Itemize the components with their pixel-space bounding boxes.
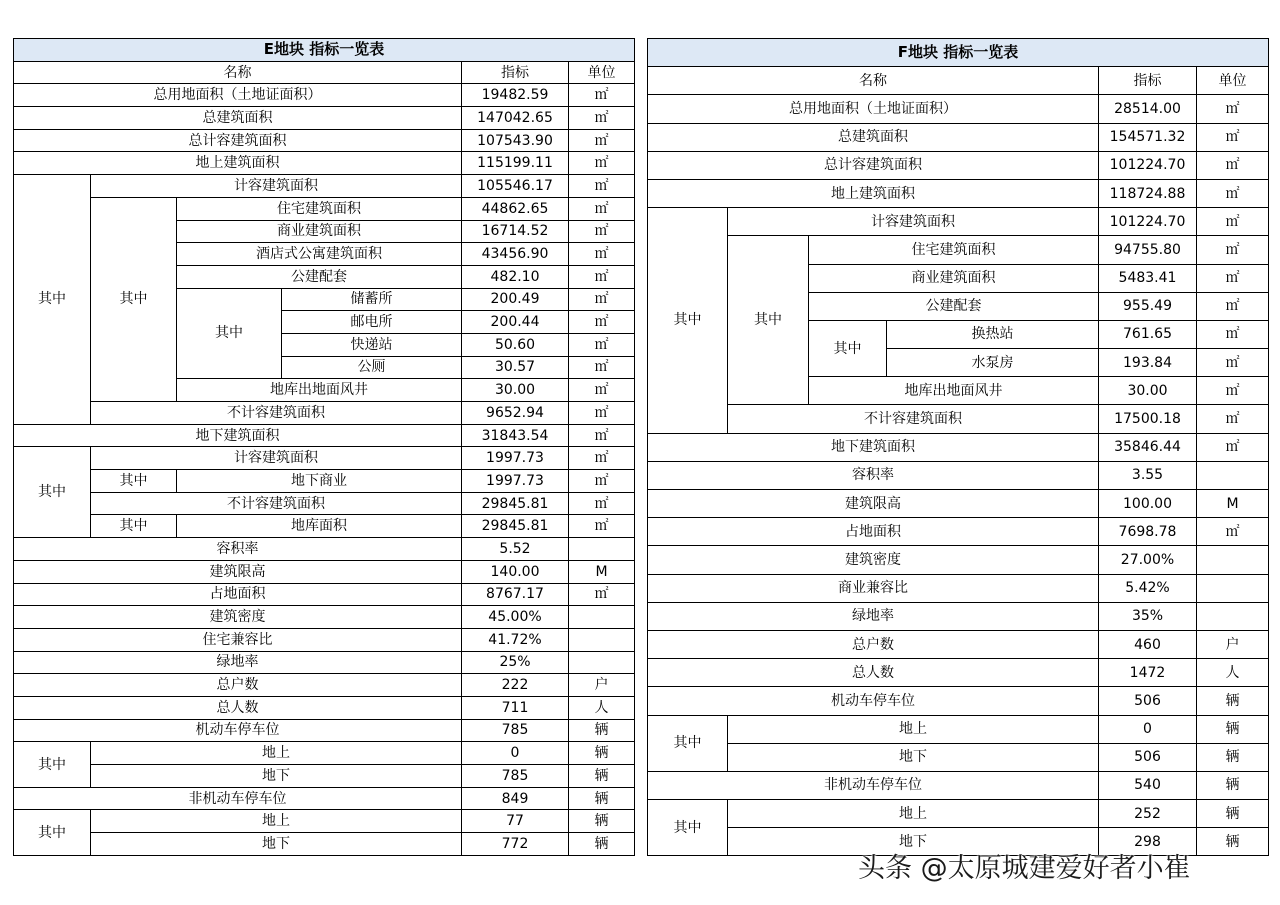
row-value: 0 [1099, 715, 1197, 743]
row-name: 绿地率 [648, 602, 1099, 630]
table-row [648, 490, 1269, 518]
row-name: 计容建筑面积 [728, 208, 1099, 236]
row-value: 1997.73 [462, 470, 569, 493]
row-value: 0 [462, 742, 569, 765]
row-value: 3.55 [1099, 461, 1197, 489]
row-value: 100.00 [1099, 490, 1197, 518]
row-value: 252 [1099, 800, 1197, 828]
row-value: 27.00% [1099, 546, 1197, 574]
row-name: 地上 [728, 715, 1099, 743]
table-row [14, 84, 635, 107]
row-unit: ㎡ [1197, 320, 1269, 348]
row-unit: ㎡ [1197, 264, 1269, 292]
table-title: E地块 指标一览表 [14, 39, 635, 62]
row-value: 506 [1099, 743, 1197, 771]
row-value: 298 [1099, 828, 1197, 856]
row-name: 占地面积 [14, 583, 462, 606]
table-row [14, 152, 635, 175]
row-unit: ㎡ [1197, 123, 1269, 151]
row-unit [569, 538, 635, 561]
table-row [648, 659, 1269, 687]
row-unit: ㎡ [569, 583, 635, 606]
group-label: 其中 [91, 197, 177, 401]
row-value: 29845.81 [462, 492, 569, 515]
row-unit [1197, 461, 1269, 489]
table-row [648, 630, 1269, 658]
row-unit: ㎡ [569, 311, 635, 334]
row-name: 绿地率 [14, 651, 462, 674]
row-value: 785 [462, 719, 569, 742]
row-unit: 人 [1197, 659, 1269, 687]
row-value: 44862.65 [462, 197, 569, 220]
row-value: 115199.11 [462, 152, 569, 175]
row-name: 地库面积 [177, 515, 462, 538]
row-value: 35% [1099, 602, 1197, 630]
row-unit [569, 628, 635, 651]
header-unit: 单位 [569, 61, 635, 84]
table-row [14, 470, 635, 493]
row-value: 35846.44 [1099, 433, 1197, 461]
row-unit: ㎡ [1197, 377, 1269, 405]
row-value: 460 [1099, 630, 1197, 658]
row-name: 公建配套 [809, 292, 1099, 320]
row-unit: ㎡ [569, 356, 635, 379]
table-row [648, 151, 1269, 179]
row-unit: ㎡ [569, 470, 635, 493]
row-name: 地下商业 [177, 470, 462, 493]
table-title-row [14, 39, 635, 62]
row-name: 地下 [728, 828, 1099, 856]
row-name: 地下 [91, 765, 462, 788]
table-row [648, 687, 1269, 715]
row-name: 容积率 [14, 538, 462, 561]
row-unit: M [569, 560, 635, 583]
row-value: 101224.70 [1099, 208, 1197, 236]
row-name: 非机动车停车位 [14, 787, 462, 810]
row-unit: M [1197, 490, 1269, 518]
table-row [14, 651, 635, 674]
header-name: 名称 [648, 67, 1099, 95]
table-title-row [648, 39, 1269, 67]
group-label: 其中 [91, 515, 177, 538]
row-name: 建筑密度 [648, 546, 1099, 574]
table-row [648, 771, 1269, 799]
table-row [14, 424, 635, 447]
table-row [14, 129, 635, 152]
row-unit: 辆 [1197, 771, 1269, 799]
row-name: 总计容建筑面积 [648, 151, 1099, 179]
table-row [14, 606, 635, 629]
row-name: 总建筑面积 [14, 107, 462, 130]
row-name: 公建配套 [177, 265, 462, 288]
header-unit: 单位 [1197, 67, 1269, 95]
table-row [14, 197, 635, 220]
row-name: 地库出地面风井 [809, 377, 1099, 405]
row-value: 30.00 [462, 379, 569, 402]
table-row [14, 833, 635, 856]
row-value: 140.00 [462, 560, 569, 583]
row-unit: ㎡ [569, 129, 635, 152]
row-name: 非机动车停车位 [648, 771, 1099, 799]
row-name: 不计容建筑面积 [728, 405, 1099, 433]
row-unit: 辆 [569, 719, 635, 742]
row-unit: 辆 [569, 810, 635, 833]
row-name: 总用地面积（土地证面积） [14, 84, 462, 107]
table-row [14, 447, 635, 470]
row-unit [569, 651, 635, 674]
group-label: 其中 [648, 800, 728, 856]
row-value: 147042.65 [462, 107, 569, 130]
row-value: 5.52 [462, 538, 569, 561]
table-row [648, 123, 1269, 151]
table-row [14, 107, 635, 130]
f-plot-indicator-table [647, 38, 1269, 856]
group-label: 其中 [14, 810, 91, 855]
row-unit: 辆 [569, 742, 635, 765]
row-unit: ㎡ [1197, 405, 1269, 433]
group-label: 其中 [648, 715, 728, 771]
row-value: 5.42% [1099, 574, 1197, 602]
row-unit: ㎡ [1197, 179, 1269, 207]
table-row [14, 719, 635, 742]
table-row [648, 433, 1269, 461]
row-unit: ㎡ [1197, 208, 1269, 236]
row-name: 总户数 [14, 674, 462, 697]
row-name: 地下 [91, 833, 462, 856]
row-unit: ㎡ [1197, 349, 1269, 377]
group-label: 其中 [728, 236, 809, 405]
row-value: 31843.54 [462, 424, 569, 447]
row-value: 105546.17 [462, 175, 569, 198]
row-unit: ㎡ [569, 107, 635, 130]
row-name: 储蓄所 [282, 288, 462, 311]
row-unit: 辆 [1197, 800, 1269, 828]
row-name: 地上 [91, 810, 462, 833]
row-value: 506 [1099, 687, 1197, 715]
row-value: 16714.52 [462, 220, 569, 243]
row-unit: ㎡ [569, 175, 635, 198]
row-value: 1472 [1099, 659, 1197, 687]
row-name: 地库出地面风井 [177, 379, 462, 402]
row-unit [1197, 546, 1269, 574]
table-row [648, 602, 1269, 630]
row-name: 水泵房 [887, 349, 1099, 377]
row-unit: ㎡ [1197, 151, 1269, 179]
table-row [14, 492, 635, 515]
group-label: 其中 [14, 742, 91, 787]
group-label: 其中 [177, 288, 282, 379]
row-value: 17500.18 [1099, 405, 1197, 433]
row-name: 计容建筑面积 [91, 175, 462, 198]
row-unit: ㎡ [1197, 433, 1269, 461]
row-unit: ㎡ [569, 379, 635, 402]
table-row [648, 800, 1269, 828]
row-name: 商业兼容比 [648, 574, 1099, 602]
group-label: 其中 [648, 208, 728, 434]
row-value: 45.00% [462, 606, 569, 629]
row-value: 482.10 [462, 265, 569, 288]
table-row [14, 787, 635, 810]
table-row [648, 574, 1269, 602]
row-name: 公厕 [282, 356, 462, 379]
row-name: 不计容建筑面积 [91, 402, 462, 425]
row-unit: ㎡ [569, 447, 635, 470]
group-label: 其中 [91, 470, 177, 493]
row-unit [1197, 602, 1269, 630]
row-name: 住宅建筑面积 [809, 236, 1099, 264]
table-row [648, 461, 1269, 489]
row-name: 总计容建筑面积 [14, 129, 462, 152]
row-unit: ㎡ [569, 333, 635, 356]
row-name: 占地面积 [648, 518, 1099, 546]
row-unit [569, 606, 635, 629]
row-name: 建筑密度 [14, 606, 462, 629]
group-label: 其中 [14, 447, 91, 538]
row-value: 5483.41 [1099, 264, 1197, 292]
row-unit: ㎡ [569, 265, 635, 288]
row-value: 1997.73 [462, 447, 569, 470]
watermark: 头条 @太原城建爱好者小崔 [858, 853, 1191, 884]
row-unit: ㎡ [1197, 518, 1269, 546]
row-name: 地下建筑面积 [648, 433, 1099, 461]
row-name: 建筑限高 [14, 560, 462, 583]
row-unit: ㎡ [569, 515, 635, 538]
group-label: 其中 [14, 175, 91, 425]
row-value: 772 [462, 833, 569, 856]
row-value: 540 [1099, 771, 1197, 799]
row-value: 30.57 [462, 356, 569, 379]
row-name: 容积率 [648, 461, 1099, 489]
row-unit: 户 [1197, 630, 1269, 658]
row-value: 849 [462, 787, 569, 810]
group-label: 其中 [809, 320, 887, 376]
header-value: 指标 [1099, 67, 1197, 95]
row-name: 快递站 [282, 333, 462, 356]
table-row [648, 715, 1269, 743]
row-value: 101224.70 [1099, 151, 1197, 179]
row-name: 住宅兼容比 [14, 628, 462, 651]
row-value: 193.84 [1099, 349, 1197, 377]
row-unit: ㎡ [569, 197, 635, 220]
row-name: 地上建筑面积 [648, 179, 1099, 207]
table-title: F地块 指标一览表 [648, 39, 1269, 67]
row-name: 总建筑面积 [648, 123, 1099, 151]
row-unit: ㎡ [569, 492, 635, 515]
row-name: 总人数 [14, 696, 462, 719]
row-value: 200.49 [462, 288, 569, 311]
row-value: 19482.59 [462, 84, 569, 107]
table-row [648, 405, 1269, 433]
table-row [14, 742, 635, 765]
row-unit: ㎡ [569, 424, 635, 447]
row-unit: ㎡ [569, 220, 635, 243]
row-value: 955.49 [1099, 292, 1197, 320]
row-value: 29845.81 [462, 515, 569, 538]
table-row [14, 628, 635, 651]
e-plot-indicator-table [13, 38, 635, 856]
header-name: 名称 [14, 61, 462, 84]
table-row [648, 208, 1269, 236]
row-value: 77 [462, 810, 569, 833]
row-unit: 辆 [1197, 828, 1269, 856]
table-row [648, 743, 1269, 771]
row-value: 30.00 [1099, 377, 1197, 405]
row-value: 107543.90 [462, 129, 569, 152]
row-value: 711 [462, 696, 569, 719]
row-value: 761.65 [1099, 320, 1197, 348]
row-value: 25% [462, 651, 569, 674]
row-value: 28514.00 [1099, 95, 1197, 123]
row-value: 200.44 [462, 311, 569, 334]
row-value: 785 [462, 765, 569, 788]
table-row [14, 175, 635, 198]
row-name: 总用地面积（土地证面积） [648, 95, 1099, 123]
table-row [14, 560, 635, 583]
table-row [648, 236, 1269, 264]
row-value: 118724.88 [1099, 179, 1197, 207]
row-name: 商业建筑面积 [809, 264, 1099, 292]
row-unit: 辆 [569, 833, 635, 856]
row-unit: 辆 [1197, 715, 1269, 743]
table-row [14, 765, 635, 788]
row-name: 总人数 [648, 659, 1099, 687]
row-name: 酒店式公寓建筑面积 [177, 243, 462, 266]
row-unit: 辆 [1197, 743, 1269, 771]
table-row [648, 179, 1269, 207]
row-unit: ㎡ [1197, 95, 1269, 123]
row-unit: ㎡ [569, 84, 635, 107]
table-row [14, 515, 635, 538]
row-name: 建筑限高 [648, 490, 1099, 518]
row-name: 商业建筑面积 [177, 220, 462, 243]
row-unit [1197, 574, 1269, 602]
row-name: 不计容建筑面积 [91, 492, 462, 515]
row-value: 222 [462, 674, 569, 697]
row-value: 8767.17 [462, 583, 569, 606]
row-value: 154571.32 [1099, 123, 1197, 151]
header-row [648, 67, 1269, 95]
row-name: 住宅建筑面积 [177, 197, 462, 220]
row-name: 地上建筑面积 [14, 152, 462, 175]
row-value: 50.60 [462, 333, 569, 356]
row-name: 机动车停车位 [648, 687, 1099, 715]
table-row [14, 538, 635, 561]
row-name: 换热站 [887, 320, 1099, 348]
header-row [14, 61, 635, 84]
row-unit: 辆 [569, 787, 635, 810]
row-unit: 辆 [1197, 687, 1269, 715]
row-unit: 户 [569, 674, 635, 697]
table-row [14, 674, 635, 697]
row-unit: ㎡ [1197, 236, 1269, 264]
row-value: 43456.90 [462, 243, 569, 266]
row-name: 地上 [91, 742, 462, 765]
row-unit: 辆 [569, 765, 635, 788]
row-name: 邮电所 [282, 311, 462, 334]
table-row [14, 583, 635, 606]
row-unit: ㎡ [1197, 292, 1269, 320]
row-value: 9652.94 [462, 402, 569, 425]
table-row [648, 518, 1269, 546]
header-value: 指标 [462, 61, 569, 84]
row-unit: ㎡ [569, 288, 635, 311]
table-row [14, 402, 635, 425]
row-name: 总户数 [648, 630, 1099, 658]
row-unit: ㎡ [569, 243, 635, 266]
table-row [648, 546, 1269, 574]
row-name: 地下建筑面积 [14, 424, 462, 447]
row-name: 地下 [728, 743, 1099, 771]
table-row [14, 696, 635, 719]
row-unit: ㎡ [569, 402, 635, 425]
row-unit: 人 [569, 696, 635, 719]
row-value: 7698.78 [1099, 518, 1197, 546]
row-value: 94755.80 [1099, 236, 1197, 264]
row-name: 机动车停车位 [14, 719, 462, 742]
row-name: 地上 [728, 800, 1099, 828]
table-row [648, 95, 1269, 123]
table-row [14, 810, 635, 833]
row-name: 计容建筑面积 [91, 447, 462, 470]
row-unit: ㎡ [569, 152, 635, 175]
row-value: 41.72% [462, 628, 569, 651]
